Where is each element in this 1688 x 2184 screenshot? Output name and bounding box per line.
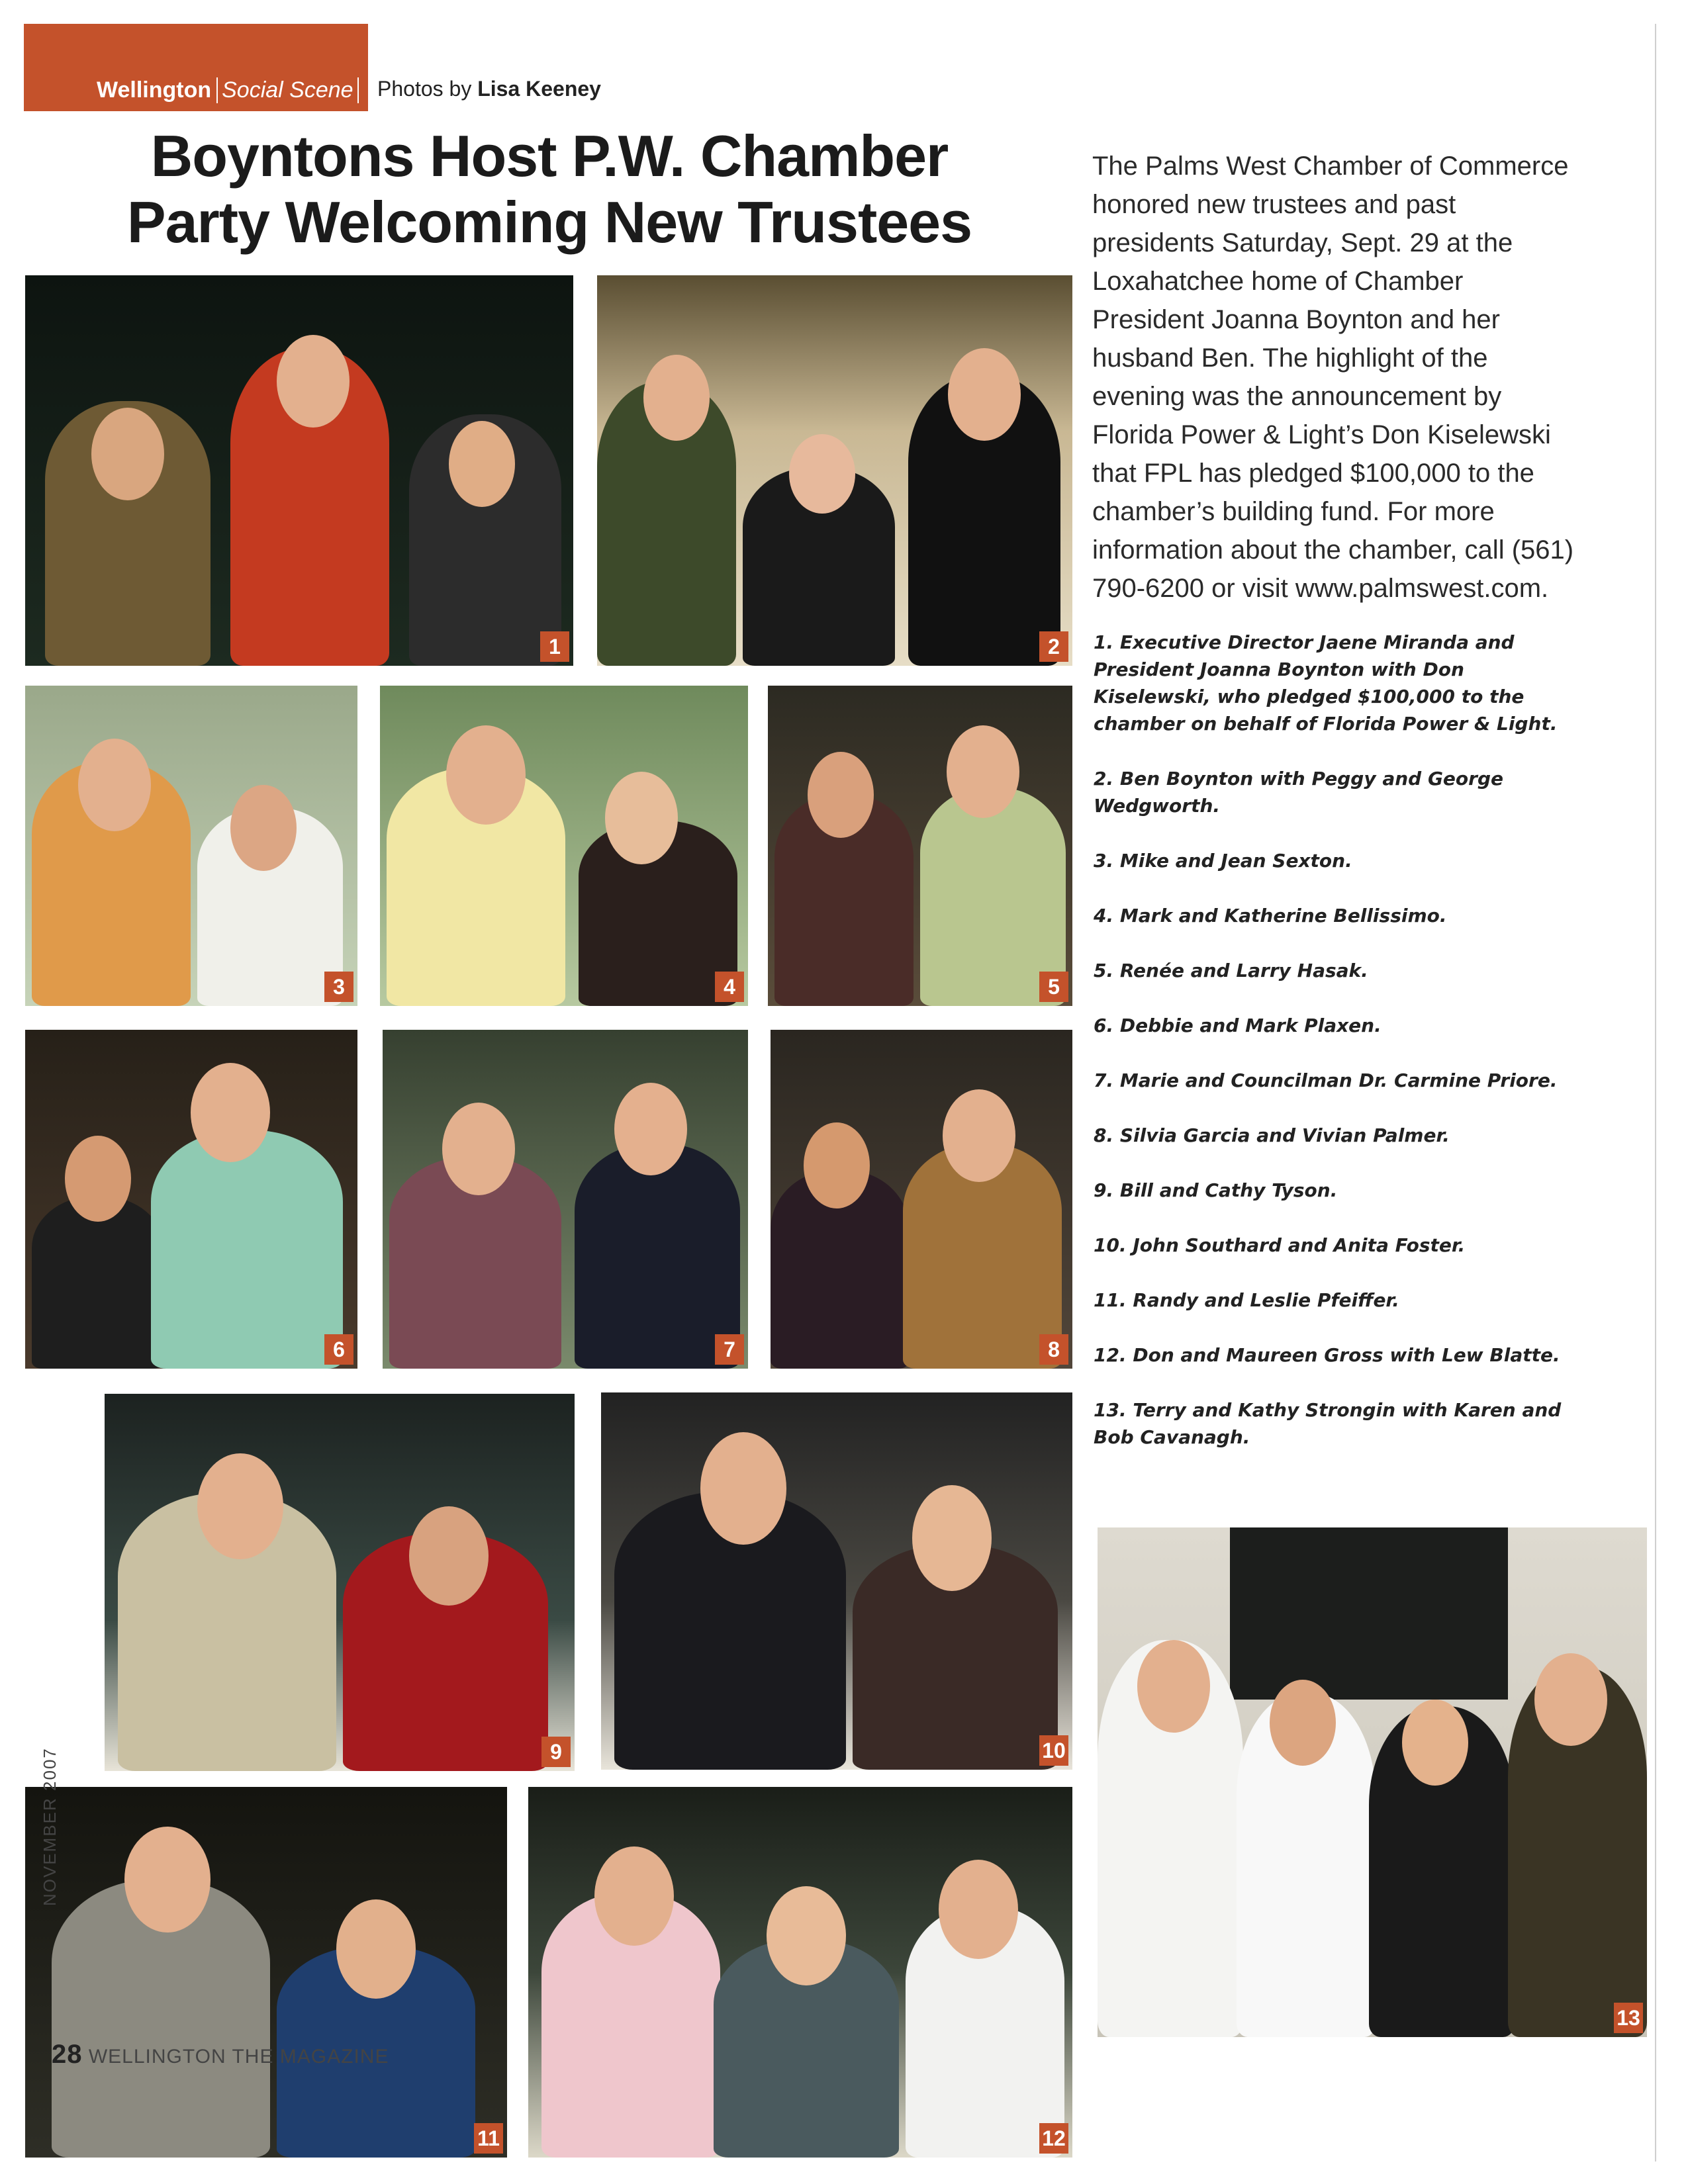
caption-item: 13. Terry and Kathy Strongin with Karen and Bob Cavanagh. bbox=[1094, 1399, 1562, 1448]
caption-item: 5. Renée and Larry Hasak. bbox=[1094, 960, 1368, 981]
caption-list bbox=[1094, 629, 1583, 1479]
photo-13 bbox=[1098, 1527, 1647, 2037]
article-headline bbox=[79, 123, 1019, 255]
photo-11 bbox=[25, 1787, 507, 2158]
caption-item: 6. Debbie and Mark Plaxen. bbox=[1094, 1015, 1382, 1036]
photo-5 bbox=[768, 686, 1072, 1006]
section-title: Wellington bbox=[97, 77, 212, 103]
caption-item: 12. Don and Maureen Gross with Lew Blatte. bbox=[1094, 1344, 1560, 1366]
section-header bbox=[24, 24, 368, 111]
intro-paragraph: The Palms West Chamber of Commerce honored new trustees and past presidents Saturday, Sept. 29 at the Loxahatchee home of Chamber President Joanna Boynton and her husband Ben. The highlight of the evening was the announcement by Florida Power & Light’s Don Kiselewski that FPL has pledged $100,000 to the chamber’s building fund. For more information about the chamber, call (561) 790-6200 or visit www.palmswest.com. bbox=[1092, 152, 1574, 603]
headline-line-2: Party Welcoming New Trustees bbox=[126, 189, 972, 255]
photo-number-badge: 9 bbox=[541, 1737, 571, 1767]
photo-8 bbox=[771, 1030, 1072, 1369]
photo-3 bbox=[25, 686, 357, 1006]
photo-number-badge: 4 bbox=[715, 972, 744, 1002]
photo-number-badge: 8 bbox=[1039, 1334, 1068, 1365]
headline-line-1: Boyntons Host P.W. Chamber bbox=[150, 123, 949, 189]
photo-10 bbox=[601, 1392, 1072, 1770]
photo-number-badge: 12 bbox=[1039, 2123, 1068, 2154]
photo-12 bbox=[528, 1787, 1072, 2158]
photo-number-badge: 1 bbox=[540, 631, 569, 662]
photo-number-badge: 7 bbox=[715, 1334, 744, 1365]
photo-number-badge: 2 bbox=[1039, 631, 1068, 662]
caption-item: 3. Mike and Jean Sexton. bbox=[1094, 850, 1352, 872]
caption-item: 8. Silvia Garcia and Vivian Palmer. bbox=[1094, 1124, 1450, 1146]
caption-item: 10. John Southard and Anita Foster. bbox=[1094, 1234, 1466, 1256]
section-subtitle: Social Scene bbox=[216, 77, 358, 103]
photo-9 bbox=[105, 1394, 575, 1771]
photo-number-badge: 13 bbox=[1614, 2003, 1643, 2033]
photographer-name: Lisa Keeney bbox=[477, 77, 601, 101]
caption-item: 4. Mark and Katherine Bellissimo. bbox=[1094, 905, 1447, 927]
photo-number-badge: 10 bbox=[1039, 1735, 1068, 1766]
photo-number-badge: 6 bbox=[324, 1334, 353, 1365]
photo-number-badge: 11 bbox=[474, 2123, 503, 2154]
caption-item: 9. Bill and Cathy Tyson. bbox=[1094, 1179, 1338, 1201]
page-footer bbox=[52, 2040, 389, 2070]
photo-1 bbox=[25, 275, 573, 666]
photo-4 bbox=[380, 686, 748, 1006]
photo-6 bbox=[25, 1030, 357, 1369]
caption-item: 2. Ben Boynton with Peggy and George Wedgworth. bbox=[1094, 768, 1504, 817]
caption-item: 7. Marie and Councilman Dr. Carmine Priore. bbox=[1094, 1069, 1558, 1091]
photo-number-badge: 3 bbox=[324, 972, 353, 1002]
magazine-name: WELLINGTON THE MAGAZINE bbox=[88, 2046, 389, 2068]
page-edge-rule bbox=[1655, 24, 1656, 2161]
caption-item: 1. Executive Director Jaene Miranda and President Joanna Boynton with Don Kiselewski, who pledged $100,000 to the chamber on behalf of Florida Power & Light. bbox=[1094, 631, 1558, 735]
issue-date: NOVEMBER 2007 bbox=[40, 1747, 60, 1906]
photo-credit-prefix: Photos by bbox=[377, 77, 472, 101]
photo-number-badge: 5 bbox=[1039, 972, 1068, 1002]
caption-item: 11. Randy and Leslie Pfeiffer. bbox=[1094, 1289, 1399, 1311]
photo-2 bbox=[597, 275, 1072, 666]
photo-7 bbox=[383, 1030, 748, 1369]
photo-credit bbox=[377, 77, 601, 101]
page-number: 28 bbox=[52, 2040, 83, 2069]
